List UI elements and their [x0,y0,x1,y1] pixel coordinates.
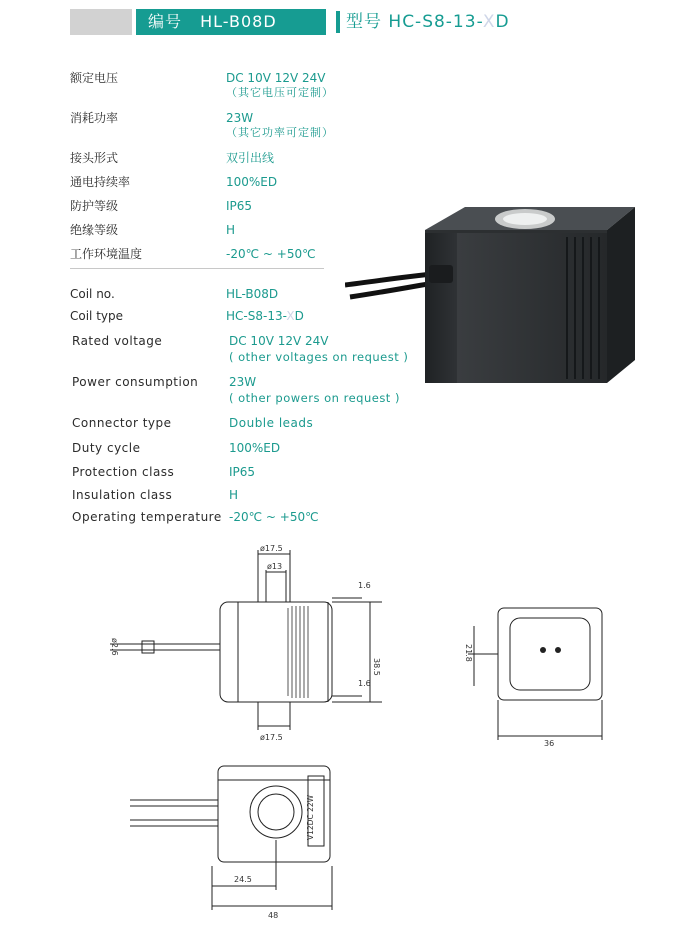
en-coil-no-value: HL-B08D [226,287,279,301]
en-coil-type-value [226,308,304,324]
en-temperature-label: Operating temperature [72,510,222,524]
front-view-body [498,608,602,700]
en-duty-value: 100%ED [229,441,281,455]
dim-diameter-2-6: ø2.6 [110,638,119,656]
en-insulation-label: Insulation class [72,488,173,502]
model-x: X [482,12,496,32]
dim-36: 36 [544,739,555,748]
model-heading [346,6,510,38]
dim-21-8: 21.8 [464,644,473,662]
cn-power-note: （其它功率可定制） [226,126,334,139]
cn-connector-label: 接头形式 [70,151,119,165]
model-label: 型号 [346,12,382,32]
en-insulation-value: H [229,488,239,502]
en-connector-label: Connector type [72,416,172,430]
cn-insulation-value: H [226,223,236,237]
cn-duty-label: 通电持续率 [70,175,131,189]
dim-24-5: 24.5 [234,875,252,884]
dim-48: 48 [268,911,279,920]
coil-code-value: HL-B08D [200,12,277,31]
en-power-note: ( other powers on request ) [229,391,400,405]
cn-insulation-label: 绝缘等级 [70,223,119,237]
coil-front-face [457,233,607,383]
model-marker-bar [336,11,340,33]
cn-protection-value: IP65 [226,199,253,213]
cn-protection-label: 防护等级 [70,199,119,213]
en-voltage-value: DC 10V 12V 24V [229,334,329,348]
coil-code-banner [136,9,326,35]
side-view-body [220,602,332,702]
technical-drawing [100,540,620,920]
en-voltage-note: ( other voltages on request ) [229,350,409,364]
en-coil-type-label: Coil type [70,309,124,323]
en-coil-no-label: Coil no. [70,287,115,301]
en-protection-value: IP65 [229,465,256,479]
cn-connector-value: 双引出线 [226,151,275,165]
dim-diameter-17-5-top: ø17.5 [260,544,283,553]
en-coil-type-suffix: D [294,309,304,323]
cn-voltage-note: （其它电压可定制） [226,86,334,99]
cn-power-label: 消耗功率 [70,111,119,125]
cn-duty-value: 100%ED [226,175,278,189]
header-grey-block [70,9,132,35]
cn-power-value: 23W [226,111,254,125]
en-coil-type-x: X [286,309,295,323]
coil-code-label: 编号 [148,12,183,31]
pin-2 [555,647,561,653]
en-duty-label: Duty cycle [72,441,141,455]
en-power-label: Power consumption [72,375,199,389]
en-power-value: 23W [229,375,257,389]
en-voltage-label: Rated voltage [72,334,163,348]
pin-1 [540,647,546,653]
en-temperature-value: -20℃ ~ +50℃ [229,510,319,524]
product-photo [345,185,635,400]
coil-side-face [425,233,457,383]
dim-38-5: 38.5 [372,658,381,676]
dim-diameter-17-5-bottom: ø17.5 [260,733,283,742]
coil-marking: V12DC 22W [306,794,315,840]
cn-voltage-value: DC 10V 12V 24V [226,71,326,85]
cn-temperature-value: -20℃ ~ +50℃ [226,247,316,261]
dim-diameter-13: ø13 [267,562,283,571]
dim-1-6-bottom: 1.6 [358,679,371,688]
model-prefix: HC-S8-13- [388,12,483,32]
section-divider [70,268,324,269]
cn-voltage-label: 额定电压 [70,71,119,85]
model-suffix: D [495,12,510,32]
en-connector-value: Double leads [229,416,314,430]
dim-1-6-top: 1.6 [358,581,371,590]
cn-temperature-label: 工作环境温度 [70,247,143,261]
en-coil-type-prefix: HC-S8-13- [226,309,287,323]
en-protection-label: Protection class [72,465,175,479]
